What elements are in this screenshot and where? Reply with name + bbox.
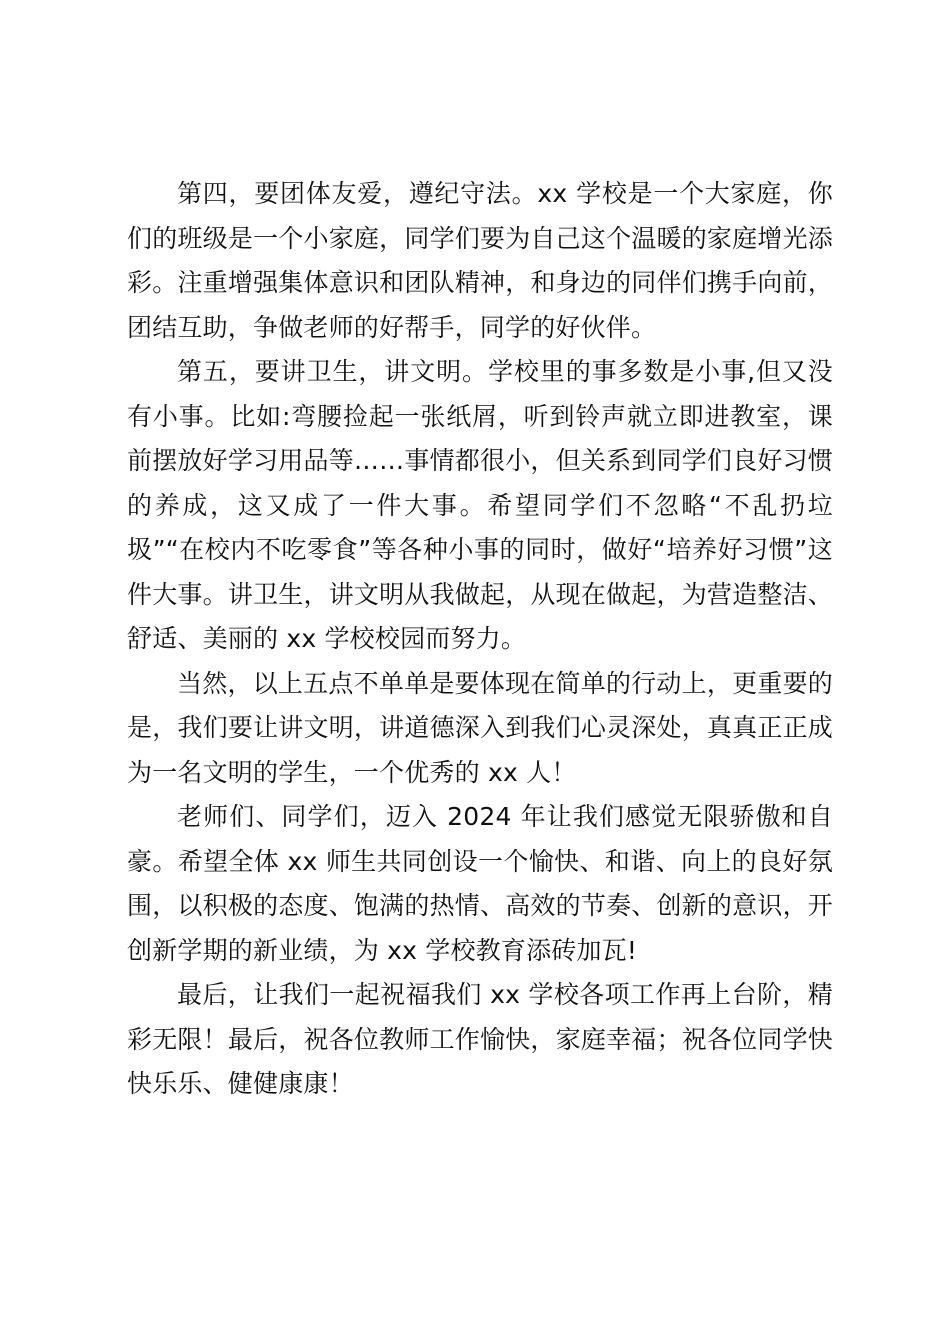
paragraph-closing-wishes: 最后，让我们一起祝福我们 xx 学校各项工作再上台阶，精彩无限！最后，祝各位教师工作愉快，家庭幸福；祝各位同学快快乐乐、健健康康！ [127, 980, 833, 1098]
paragraph-4-unity: 第四，要团体友爱，遵纪守法。xx 学校是一个大家庭，你们的班级是一个小家庭，同学们要为自己这个温暖的家庭增光添彩。注重增强集体意识和团队精神，和身边的同伴们携手向前，团结互助，争做老师的好帮手，同学的好伙伴。 [127, 179, 833, 342]
document-body [127, 172, 833, 1107]
paragraph-summary: 当然，以上五点不单单是要体现在简单的行动上，更重要的是，我们要让讲文明，讲道德深入到我们心灵深处，真真正正成为一名文明的学生，一个优秀的 xx 人！ [127, 668, 833, 787]
paragraph-new-year: 老师们、同学们，迈入 2024 年让我们感觉无限骄傲和自豪。希望全体 xx 师生共同创设一个愉快、和谐、向上的良好氛围，以积极的态度、饱满的热情、高效的节奏、创新的意识，开创新学期的新业绩，为 xx 学校教育添砖加瓦! [127, 802, 833, 965]
paragraph-5-hygiene: 第五，要讲卫生，讲文明。学校里的事多数是小事,但又没有小事。比如:弯腰捡起一张纸屑，听到铃声就立即进教室，课前摆放好学习用品等……事情都很小，但关系到同学们良好习惯的养成，这又成了一件大事。希望同学们不忽略“不乱扔垃圾”“在校内不吃零食”等各种小事的同时，做好“培养好习惯”这件大事。讲卫生，讲文明从我做起，从现在做起，为营造整洁、舒适、美丽的 xx 学校校园而努力。 [127, 357, 833, 653]
